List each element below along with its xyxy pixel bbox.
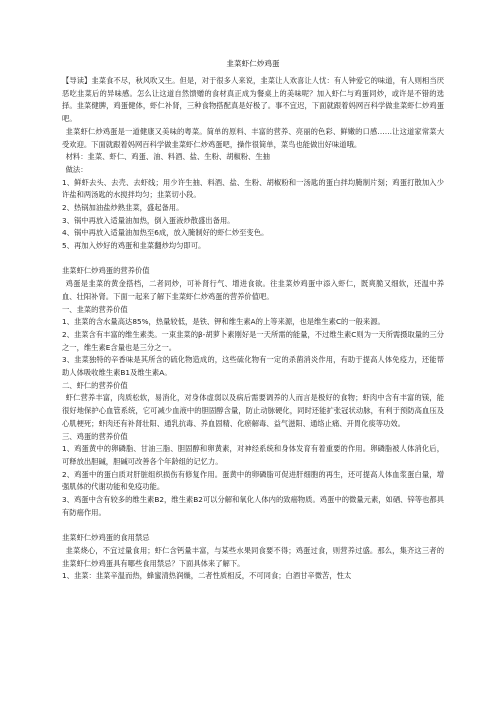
- egg-point-2: 2、鸡蛋中的蛋白质对肝脏组织损伤有修复作用。蛋黄中的卵磷脂可促进肝细胞的再生，还可提高人体血浆蛋白量，增强肌体的代谢功能和免疫功能。: [62, 469, 444, 492]
- subheading-egg: 三、鸡蛋的营养价值: [62, 431, 128, 441]
- step-2: 2、热锅加油盐炒熟韭菜，盛起备用。: [62, 203, 184, 213]
- intro-paragraph: 【导读】韭菜食不尽，秋风吹又生。但是，对于很多人来说，韭菜让人欢喜让人忧：有人钟爱它的味道，有人则相当厌恶吃韭菜后的异味感。怎么让这道自然馈赠的食材真正成为餐桌上的美味呢？加入虾仁与鸡蛋同炒，或许是不错的选择。韭菜健脾，鸡蛋健体，虾仁补肾，三种食物搭配真是好极了。事不宜迟，下面就跟着妈网百科学做韭菜虾仁炒鸡蛋吧。: [62, 76, 444, 124]
- leek-point-2: 2、韭菜含有丰富的维生素类。一束韭菜的β-胡萝卜素刚好是一天所需的能量，不过维生素C则为一天所需摄取量的三分之一，维生素E含量也是三分之一。: [62, 329, 444, 352]
- shrimp-paragraph: 虾仁营养丰富，肉质松软，易消化，对身体虚弱以及病后需要调养的人而言是极好的食物；虾肉中含有丰富的镁，能很好地保护心血管系统，它可减少血液中的胆固醇含量，防止动脉硬化，同时还能扩张冠状动脉，有利于预防高血压及心肌梗死；虾肉还有补肾壮阳、通乳抗毒、养血固精、化瘀解毒、益气滋阳、通络止痛、开胃化痰等功效。: [62, 393, 444, 428]
- method-heading: 做法：: [65, 164, 88, 174]
- egg-point-3: 3、鸡蛋中含有较多的维生素B2，维生素B2可以分解和氧化人体内的致癌物质。鸡蛋中的微量元素，如硒、锌等也都具有防癌作用。: [62, 495, 444, 517]
- page-title: 韭菜虾仁炒鸡蛋: [226, 59, 280, 68]
- blank-line: [62, 253, 444, 266]
- leek-point-3: 3、韭菜独特的辛香味是其所含的硫化物造成的，这些硫化物有一定的杀菌消炎作用，有助于提高人体免疫力，还能帮助人体吸收维生素B1及维生素A。: [62, 355, 444, 378]
- subheading-shrimp: 二、虾仁的营养价值: [62, 380, 128, 390]
- egg-point-1: 1、鸡蛋黄中的卵磷脂、甘油三脂、胆固醇和卵黄素，对神经系统和身体发育有着重要的作用。卵磷脂被人体消化后，可释放出胆碱，胆碱可改善各个年龄组的记忆力。: [62, 444, 444, 466]
- ingredients-line: 材料：韭菜、虾仁、鸡蛋、油、料酒、盐、生粉、胡椒粉、生抽: [65, 152, 270, 162]
- step-5: 5、再加入炒好的鸡蛋和韭菜翻炒均匀即可。: [62, 241, 206, 251]
- step-4: 4、锅中再放入适量油加热至6成，放入腌制好的虾仁炒至变色。: [62, 228, 269, 238]
- taboos-intro: 韭菜烧心，不宜过量食用；虾仁含钙量丰富，与某些水果同食要不得；鸡蛋过食，则营养过盛。那么，集齐这三者的韭菜虾仁炒鸡蛋具有哪些食用禁忌？下面具体来了解下。: [62, 545, 444, 568]
- leek-point-1: 1、韭菜的含水量高达85%，热量较低，是铁、钾和维生素A的上等来源，也是维生素C的一般来源。: [62, 317, 385, 327]
- description-paragraph: 韭菜虾仁炒鸡蛋是一道健康又美味的粤菜。简单的原料、丰富的营养、亮丽的色彩、鲜嫩的口感……让这道家常菜大受欢迎。下面就跟着妈网百科学做韭菜虾仁炒鸡蛋吧，操作很简单，菜鸟也能做出好味道哦。: [62, 126, 444, 149]
- taboo-point-1: 1、韭菜：韭菜辛温而热，蜂蜜清热润燥，二者性质相反，不可同食；白酒甘辛微苦，性太: [62, 571, 352, 581]
- section-heading-nutrition: 韭菜虾仁炒鸡蛋的营养价值: [62, 266, 150, 276]
- section-heading-taboos: 韭菜虾仁炒鸡蛋的食用禁忌: [62, 533, 150, 543]
- step-3: 3、锅中再放入适量油加热，倒入蛋液炒散盛出备用。: [62, 215, 235, 225]
- blank-line: [62, 520, 444, 533]
- step-1: 1、鲜虾去头、去壳、去虾线；用少许生抽、料酒、盐、生粉、胡椒粉和一汤匙的蛋白拌均腌制片刻；鸡蛋打散加入少许盐和两汤匙的水搅拌均匀；韭菜切小段。: [62, 177, 444, 200]
- subheading-leek: 一、韭菜的营养价值: [62, 304, 128, 314]
- nutrition-intro: 鸡蛋是韭菜的黄金搭档，二者同炒，可补肾行气、增进食欲。往韭菜炒鸡蛋中添入虾仁，既爽脆又细软，还温中养血、壮阳补肾。下面一起来了解下韭菜虾仁炒鸡蛋的营养价值吧。: [62, 279, 444, 301]
